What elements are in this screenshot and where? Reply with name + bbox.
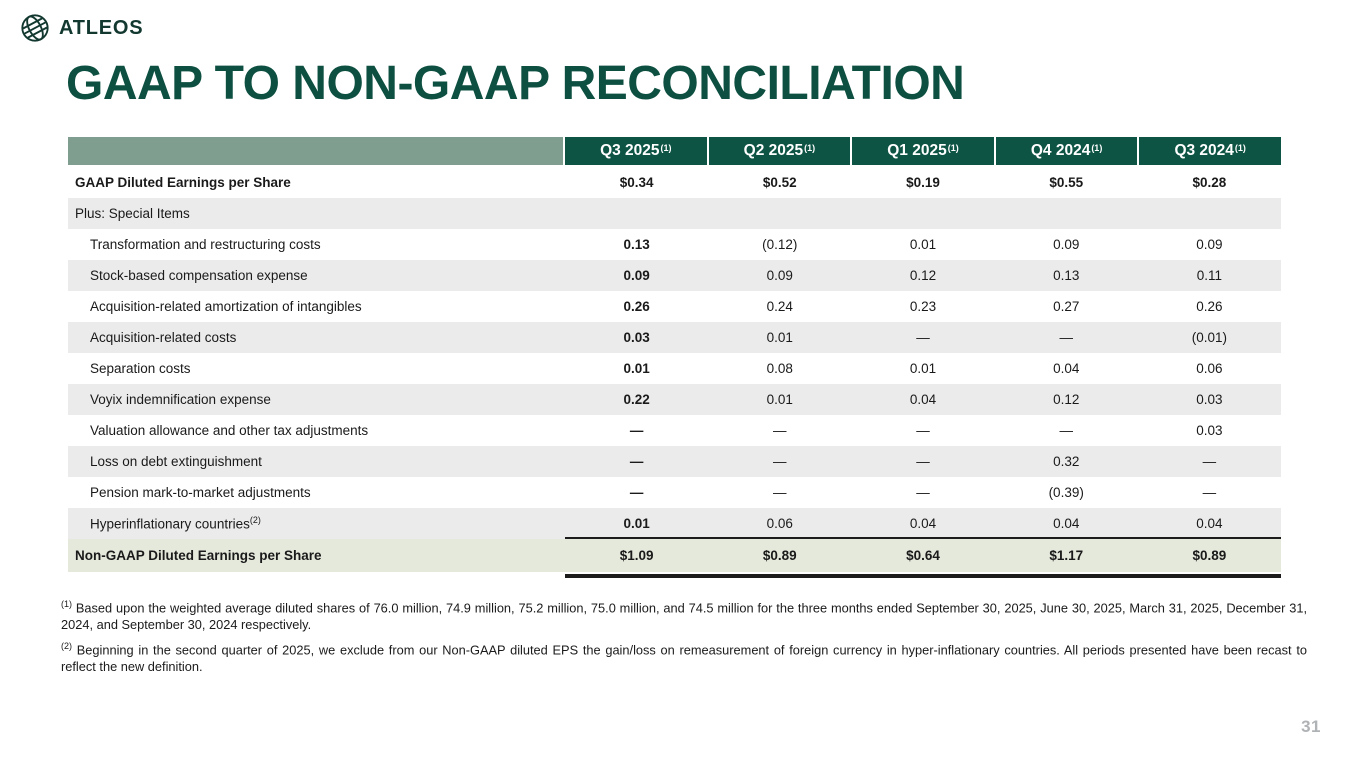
cell-value: 0.32 (1053, 454, 1080, 469)
cell-value: 0.04 (909, 516, 937, 531)
total-row-double-rule (565, 574, 1281, 578)
cell-value: 0.09 (1196, 237, 1223, 252)
table-body (68, 167, 1281, 572)
cell-value: $0.34 (619, 175, 654, 190)
cell-value: — (1202, 485, 1217, 500)
table-row (68, 322, 1281, 353)
cell-value: $0.64 (906, 548, 940, 563)
slide-title: GAAP TO NON-GAAP RECONCILIATION (66, 57, 965, 110)
cell-value: 0.03 (623, 330, 650, 345)
cell-value: 0.11 (1196, 268, 1223, 283)
table-row (68, 384, 1281, 415)
cell-value: — (773, 485, 787, 500)
footnote-1-text: Based upon the weighted average diluted shares of 76.0 million, 74.9 million, 75.2 million, 75.0 million, and 74.5 million for the three months ended September 30, 2025, June 30, 2025, March 31, 2025, December 31, 2024, and September 30, 2024 respectively. (61, 600, 1307, 632)
cell-value: — (629, 485, 644, 500)
cell-value: 0.01 (623, 516, 650, 531)
table-row (68, 477, 1281, 508)
cell-value: 0.09 (1053, 237, 1080, 252)
cell-value: (0.01) (1191, 330, 1228, 345)
cell-value: $0.89 (1192, 548, 1227, 563)
cell-value: 0.01 (623, 361, 650, 376)
cell-value: 0.04 (1053, 361, 1080, 376)
cell-value: $0.89 (762, 548, 797, 563)
column-header: Q4 2024 (1) (996, 137, 1138, 165)
row-label: Non-GAAP Diluted Earnings per Share (75, 548, 322, 563)
table-row (68, 167, 1281, 198)
table-row (68, 353, 1281, 384)
cell-value: 0.08 (766, 361, 793, 376)
cell-value: 0.23 (909, 299, 937, 314)
brand-name: ATLEOS (59, 16, 144, 39)
row-label: Stock-based compensation expense (90, 268, 308, 283)
cell-value: $0.55 (1049, 175, 1084, 190)
cell-value: — (916, 485, 930, 500)
row-label: Acquisition-related costs (90, 330, 237, 345)
cell-value: 0.01 (766, 330, 793, 345)
cell-value: (0.39) (1048, 485, 1084, 500)
cell-value: 0.04 (1053, 516, 1080, 531)
cell-value: 0.12 (1053, 392, 1080, 407)
cell-value: 0.09 (766, 268, 793, 283)
cell-value: 0.27 (1053, 299, 1080, 314)
table-row (68, 229, 1281, 260)
cell-value: 0.13 (1053, 268, 1080, 283)
table-row (68, 291, 1281, 322)
cell-value: (0.12) (762, 237, 798, 252)
globe-icon (20, 13, 50, 43)
cell-value: — (916, 454, 930, 469)
column-header: Q3 2025 (1) (565, 137, 707, 165)
column-header: Q2 2025 (1) (709, 137, 851, 165)
cell-value: — (916, 423, 930, 438)
column-header: Q3 2024 (1) (1139, 137, 1281, 165)
cell-value: 0.09 (623, 268, 650, 283)
cell-value: 0.01 (909, 237, 937, 252)
page-number: 31 (1301, 717, 1321, 736)
cell-value: — (1059, 423, 1073, 438)
table-row (68, 260, 1281, 291)
cell-value: 0.04 (1196, 516, 1223, 531)
cell-value: 0.01 (766, 392, 793, 407)
cell-value: $0.19 (906, 175, 940, 190)
cell-value: 0.04 (909, 392, 937, 407)
row-label: Hyperinflationary countries$^{(2)}$ (90, 515, 261, 532)
row-label: Pension mark-to-market adjustments (90, 485, 311, 500)
footnote-1 (61, 596, 1307, 633)
cell-value: 0.12 (909, 268, 937, 283)
footnote-2 (61, 638, 1307, 675)
cell-value: — (1202, 454, 1217, 469)
cell-value: 0.26 (1196, 299, 1223, 314)
cell-value: 0.06 (1196, 361, 1223, 376)
cell-value: $0.28 (1192, 175, 1227, 190)
cell-value: — (773, 454, 787, 469)
cell-value: $1.17 (1049, 548, 1084, 563)
row-label: Separation costs (90, 361, 191, 376)
footnote-1-marker: (1) (61, 599, 72, 609)
row-label: Loss on debt extinguishment (90, 454, 262, 469)
cell-value: $0.52 (762, 175, 797, 190)
row-label: GAAP Diluted Earnings per Share (75, 175, 291, 190)
table-header (68, 137, 1281, 165)
cell-value: — (629, 454, 644, 469)
row-label: Transformation and restructuring costs (90, 237, 321, 252)
reconciliation-table (68, 137, 1281, 572)
footnote-2-marker: (2) (61, 641, 72, 652)
row-label: Acquisition-related amortization of intangibles (90, 299, 362, 314)
table-row (68, 446, 1281, 477)
footnotes (61, 596, 1307, 681)
row-label: Valuation allowance and other tax adjustments (90, 423, 369, 438)
atleos-logo (20, 13, 143, 43)
total-row-top-rule (565, 537, 1281, 539)
header-spacer-cell (68, 137, 563, 165)
cell-value: 0.22 (623, 392, 650, 407)
column-header: Q1 2025 (1) (852, 137, 994, 165)
table-row (68, 198, 1281, 229)
cell-value: $1.09 (619, 548, 654, 563)
row-label: Plus: Special Items (75, 206, 190, 221)
cell-value: — (629, 423, 644, 438)
cell-value: 0.06 (766, 516, 793, 531)
table-row (68, 539, 1281, 572)
row-label: Voyix indemnification expense (90, 392, 271, 407)
footnote-2-text: Beginning in the second quarter of 2025, we exclude from our Non-GAAP diluted EPS the gain/loss on remeasurement of foreign currency in hyper-inflationary countries. All periods presented have been recast to reflect the new definition. (61, 642, 1307, 675)
table-row (68, 508, 1281, 539)
cell-value: 0.13 (623, 237, 650, 252)
cell-value: — (773, 423, 787, 438)
cell-value: 0.03 (1196, 423, 1223, 438)
cell-value: 0.24 (766, 299, 793, 314)
cell-value: — (1059, 330, 1073, 345)
cell-value: 0.03 (1196, 392, 1223, 407)
cell-value: 0.26 (623, 299, 650, 314)
cell-value: — (916, 330, 930, 345)
table-row (68, 415, 1281, 446)
cell-value: 0.01 (909, 361, 937, 376)
